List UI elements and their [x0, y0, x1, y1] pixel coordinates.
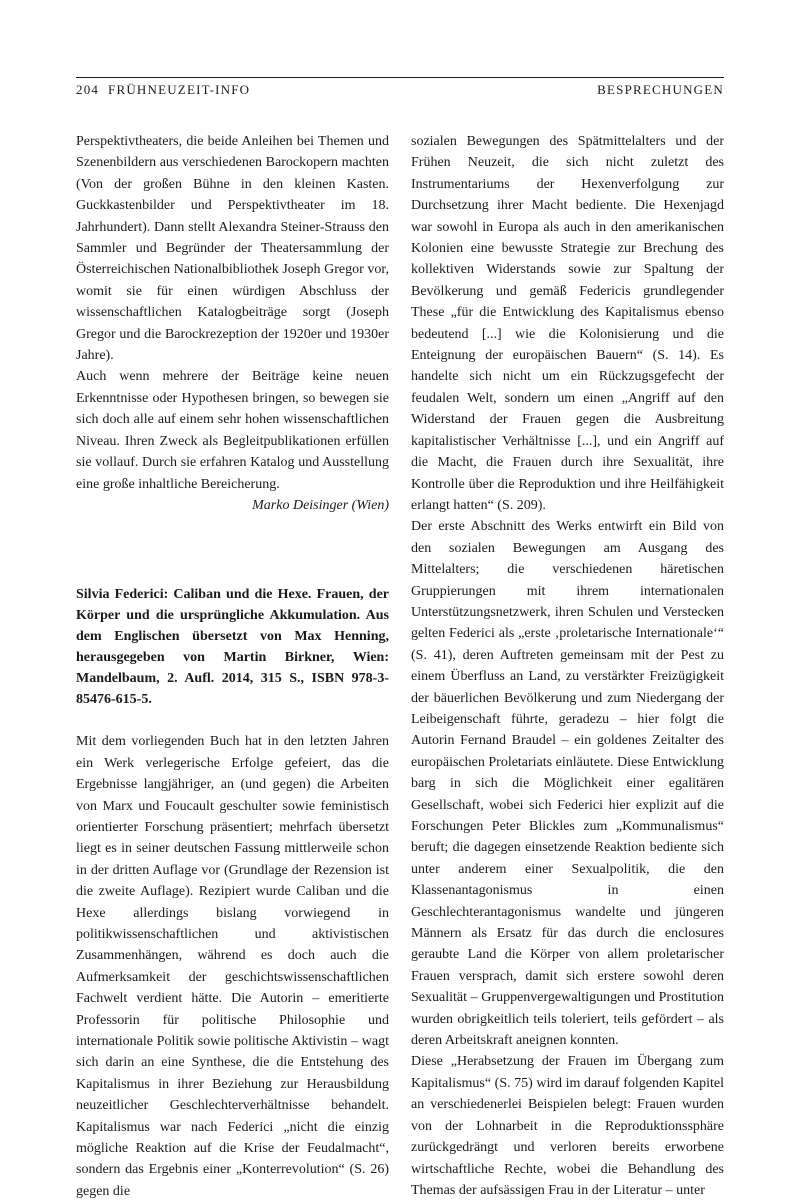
review-title: Silvia Federici: Caliban und die Hexe. Frauen, der Körper und die ursprüngliche Akkumulation. Aus dem Englischen übersetzt von Max Henning, herausgegeben von Martin Birkner, Wien: Mandelbaum, 2. Aufl. 2014, 315 S., ISBN 978-3-85476-615-5.: [76, 587, 389, 708]
header-rule: [76, 77, 724, 78]
right-paragraph-2: Der erste Abschnitt des Werks entwirft ein Bild von den sozialen Bewegungen am Ausgang des Mittelalters; die verschiedenen häretischen Gruppierungen mit ihrem internationalen Unterstützungsnetzwerk, ihren Schulen und Verstecken gelten Federici als „erste ‚proletarische Internationale‘“ (S. 41), deren Auftreten gemeinsam mit der Pest zu einem Überfluss an Land, zu verstärkter Freizügigkeit der bäuerlichen Bevölkerung und zum Niedergang der Leibeigenschaft führte, geradezu – hier folgt die Autorin Fernand Braudel – ein goldenes Zeitalter des europäischen Proletariats einläutete. Diese Entwicklung barg in sich die Möglichkeit einer egalitären Gesellschaft, wobei sich Federici hier explizit auf die Forschungen Peter Blickles zum „Kommunalismus“ beruft; die dagegen einsetzende Reaktion bediente sich unter anderem einer Sexualpolitik, die den Klassenantagonismus in einen Geschlechterantagonismus wandelte und jüngeren Männern als Ersatz für das durch die enclosures geraubte Land die Körper von allem proletarischer Frauen versprach, damit sich erstere sowohl deren Sexualität – Gruppenvergewaltigungen und Prostitution wurden obrigkeitlich teils toleriert, teils gefördert – als deren Arbeitskraft aneignen konnten.: [411, 519, 724, 1049]
left-paragraph-2: Auch wenn mehrere der Beiträge keine neuen Erkenntnisse oder Hypothesen bringen, so bewegen sie sich doch alle auf einem sehr hohen wissenschaftlichen Niveau. Ihren Zweck als Begleitpublikationen erfüllen sie vollauf. Durch sie erfahren Katalog und Ausstellung eine große inhaltliche Bereicherung.: [76, 369, 389, 492]
journal-title: FRÜHNEUZEIT-INFO: [108, 82, 251, 97]
left-paragraph-1: Perspektivtheaters, die beide Anleihen bei Themen und Szenenbildern aus verschiedenen Barockopern machten (Von der großen Bühne in den kleinen Kasten. Guckkastenbilder und Perspektivtheater im 18. Jahrhundert). Dann stellt Alexandra Steiner-Strauss den Sammler und Begründer der Theatersammlung der Österreichischen Nationalbibliothek Joseph Gregor vor, womit sie für einen würdigen Abschluss der wissenschaftlichen Katalogbeiträge sorgt (Joseph Gregor und die Barockrezeption der 1920er und 1930er Jahre).: [76, 134, 389, 364]
section-title: BESPRECHUNGEN: [597, 82, 724, 97]
right-column: [411, 131, 724, 1201]
right-paragraph-3: Diese „Herabsetzung der Frauen im Übergang zum Kapitalismus“ (S. 75) wird im darauf folgenden Kapitel an verschiedenerlei Beispielen belegt: Frauen wurden von der Lohnarbeit in die Reproduktionssphäre zurückgedrängt und verloren bereits erworbene wirtschaftliche Rechte, wobei die Behandlung des Themas der aufsässigen Frau in der Literatur – unter: [411, 1054, 724, 1198]
page-header-left: [76, 82, 250, 98]
left-column: [76, 131, 389, 1202]
page-number: 204: [76, 82, 100, 97]
review-signature: Marko Deisinger (Wien): [252, 497, 389, 513]
right-paragraph-1: sozialen Bewegungen des Spätmittelalters und der Frühen Neuzeit, die sich nicht zuletzt des Instrumentariums der Hexenverfolgung zur Durchsetzung ihrer Macht bediente. Die Hexenjagd war sowohl in Europa als auch in den amerikanischen Kolonien eine bewusste Strategie zur Brechung des kollektiven Widerstands sowie zur Spaltung der Bevölkerung und gemäß Federicis grundlegender These „für die Entwicklung des Kapitalismus ebenso bedeutend [...] wie die Kolonisierung und die Enteignung der europäischen Bauern“ (S. 14). Es handelte sich nicht um ein Rückzugsgefecht der feudalen Welt, sondern um einen „Angriff auf den Widerstand der Frauen gegen die Ausbreitung kapitalistischer Verhältnisse [...], und ein Angriff auf die Macht, die Frauen durch ihre Sexualität, ihre Kontrolle über die Reproduktion und ihre Heilfähigkeit erlangt hatten“ (S. 209).: [411, 134, 724, 513]
left-paragraph-3: Mit dem vorliegenden Buch hat in den letzten Jahren ein Werk verlegerische Erfolge gefeiert, das die Ergebnisse langjähriger, an (und gegen) die Arbeiten von Marx und Foucault geschulter sowie feministisch orientierter Forschung präsentiert; mehrfach übersetzt liegt es in seiner deutschen Fassung mittlerweile schon in der dritten Auflage vor (Grundlage der Rezension ist die zweite Auflage). Rezipiert wurde Caliban und die Hexe allerdings bislang vorwiegend in politikwissenschaftlichen und aktivistischen Zusammenhängen, während es doch auch die Aufmerksamkeit der geschichtswissenschaftlichen Fachwelt verdient hätte. Die Autorin – emeritierte Professorin für politische Philosophie und internationale Politik sowie politische Aktivistin – wagt sich darin an eine Synthese, die die Entstehung des Kapitalismus in ihrer Beziehung zur Herausbildung neuzeitlicher Geschlechterverhältnisse behandelt. Kapitalismus war nach Federici „nicht die einzig mögliche Reaktion auf die Krise der Feudalmacht“, sondern das Ergebnis einer „Konterrevolution“ (S. 26) gegen die: [76, 734, 389, 1199]
running-head: [76, 80, 724, 102]
